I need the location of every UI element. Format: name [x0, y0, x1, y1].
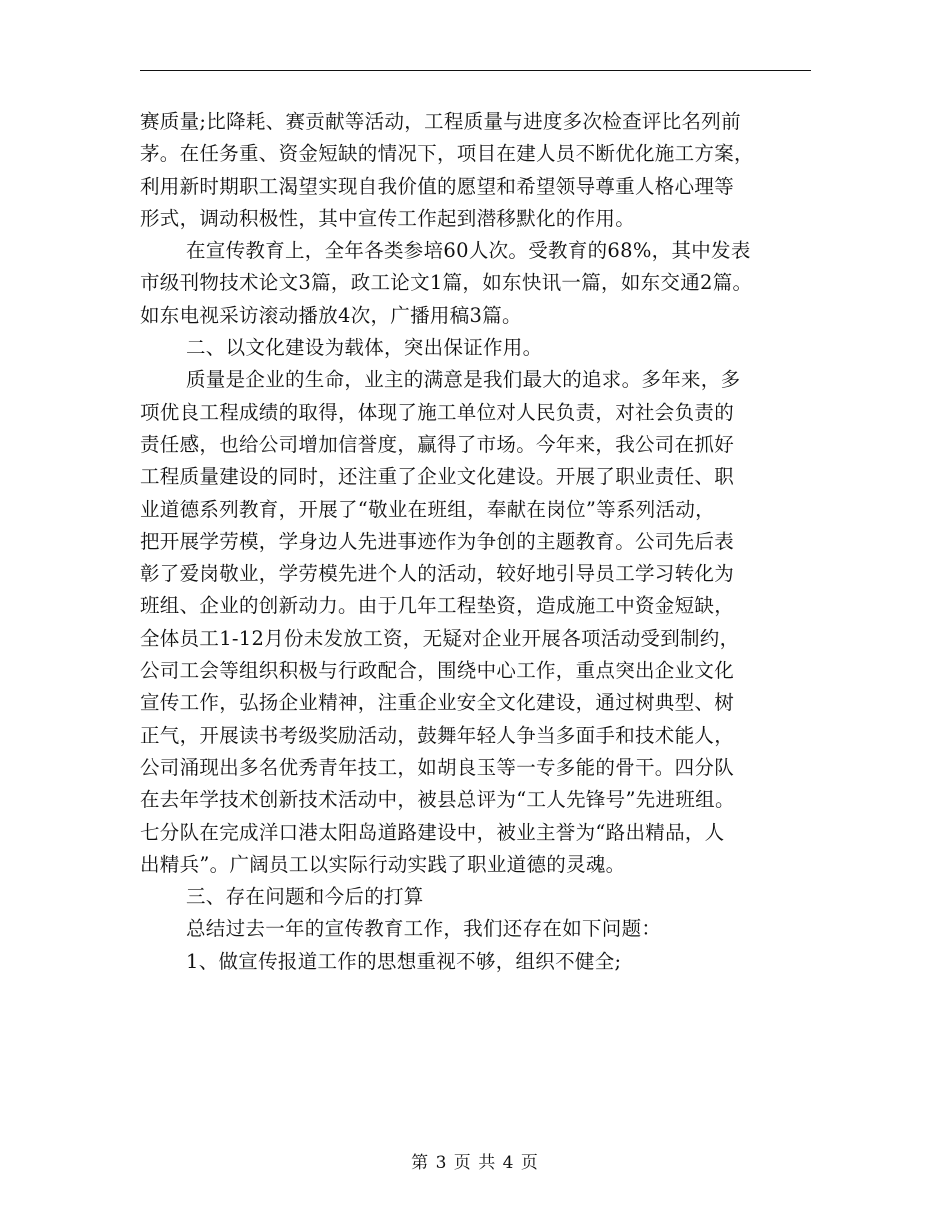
text-line: 在宣传教育上，全年各类参培60人次。受教育的68%，其中发表 [186, 239, 751, 263]
text-line: 全体员工1-12月份未发放工资，无疑对企业开展各项活动受到制约， [140, 626, 740, 650]
text-line: 总结过去一年的宣传教育工作，我们还存在如下问题： [186, 917, 662, 941]
text-line: 把开展学劳模，学身边人先进事迹作为争创的主题教育。公司先后表 [140, 529, 735, 553]
text-line: 市级刊物技术论文3篇，政工论文1篇，如东快讯一篇，如东交通2篇。 [140, 271, 753, 295]
text-line: 公司涌现出多名优秀青年技工，如胡良玉等一专多能的骨干。四分队 [140, 755, 735, 779]
text-line: 在去年学技术创新技术活动中，被县总评为“工人先锋号”先进班组。 [140, 788, 735, 812]
text-line: 业道德系列教育，开展了“敬业在班组，奉献在岗位”等系列活动， [140, 497, 715, 521]
text-line: 公司工会等组织积极与行政配合，围绕中心工作，重点突出企业文化 [140, 659, 735, 683]
text-line: 赛质量;比降耗、赛贡献等活动，工程质量与进度多次检查评比名列前 [140, 110, 741, 133]
text-line: 三、存在问题和今后的打算 [186, 885, 424, 909]
text-line: 工程质量建设的同时，还注重了企业文化建设。开展了职业责任、职 [140, 465, 735, 489]
text-line: 形式，调动积极性，其中宣传工作起到潜移默化的作用。 [140, 206, 636, 230]
text-line: 质量是企业的生命，业主的满意是我们最大的追求。多年来，多 [186, 368, 741, 392]
text-line: 彰了爱岗敬业，学劳模先进个人的活动，较好地引导员工学习转化为 [140, 562, 735, 586]
header-rule [140, 70, 811, 71]
text-line: 班组、企业的创新动力。由于几年工程垫资，造成施工中资金短缺， [140, 594, 735, 618]
text-line: 二、以文化建设为载体，突出保证作用。 [186, 336, 543, 360]
page-number-footer: 第 3 页 共 4 页 [411, 1153, 539, 1173]
text-line: 1、做宣传报道工作的思想重视不够，组织不健全; [186, 949, 622, 973]
text-line: 项优良工程成绩的取得，体现了施工单位对人民负责，对社会负责的 [140, 400, 735, 424]
text-line: 如东电视采访滚动播放4次，广播用稿3篇。 [140, 303, 522, 327]
text-line: 茅。在任务重、资金短缺的情况下，项目在建人员不断优化施工方案， [140, 142, 754, 166]
text-line: 出精兵”。广阔员工以实际行动实践了职业道德的灵魂。 [140, 852, 626, 876]
text-line: 责任感，也给公司增加信誉度，赢得了市场。今年来，我公司在抓好 [140, 432, 735, 456]
text-line: 利用新时期职工渴望实现自我价值的愿望和希望领导尊重人格心理等 [140, 174, 735, 198]
text-line: 七分队在完成洋口港太阳岛道路建设中，被业主誉为“路出精品，人 [140, 820, 725, 844]
document-body [140, 106, 811, 978]
text-line: 正气，开展读书考级奖励活动，鼓舞年轻人争当多面手和技术能人， [140, 723, 735, 747]
text-line: 宣传工作，弘扬企业精神，注重企业安全文化建设，通过树典型、树 [140, 691, 735, 715]
